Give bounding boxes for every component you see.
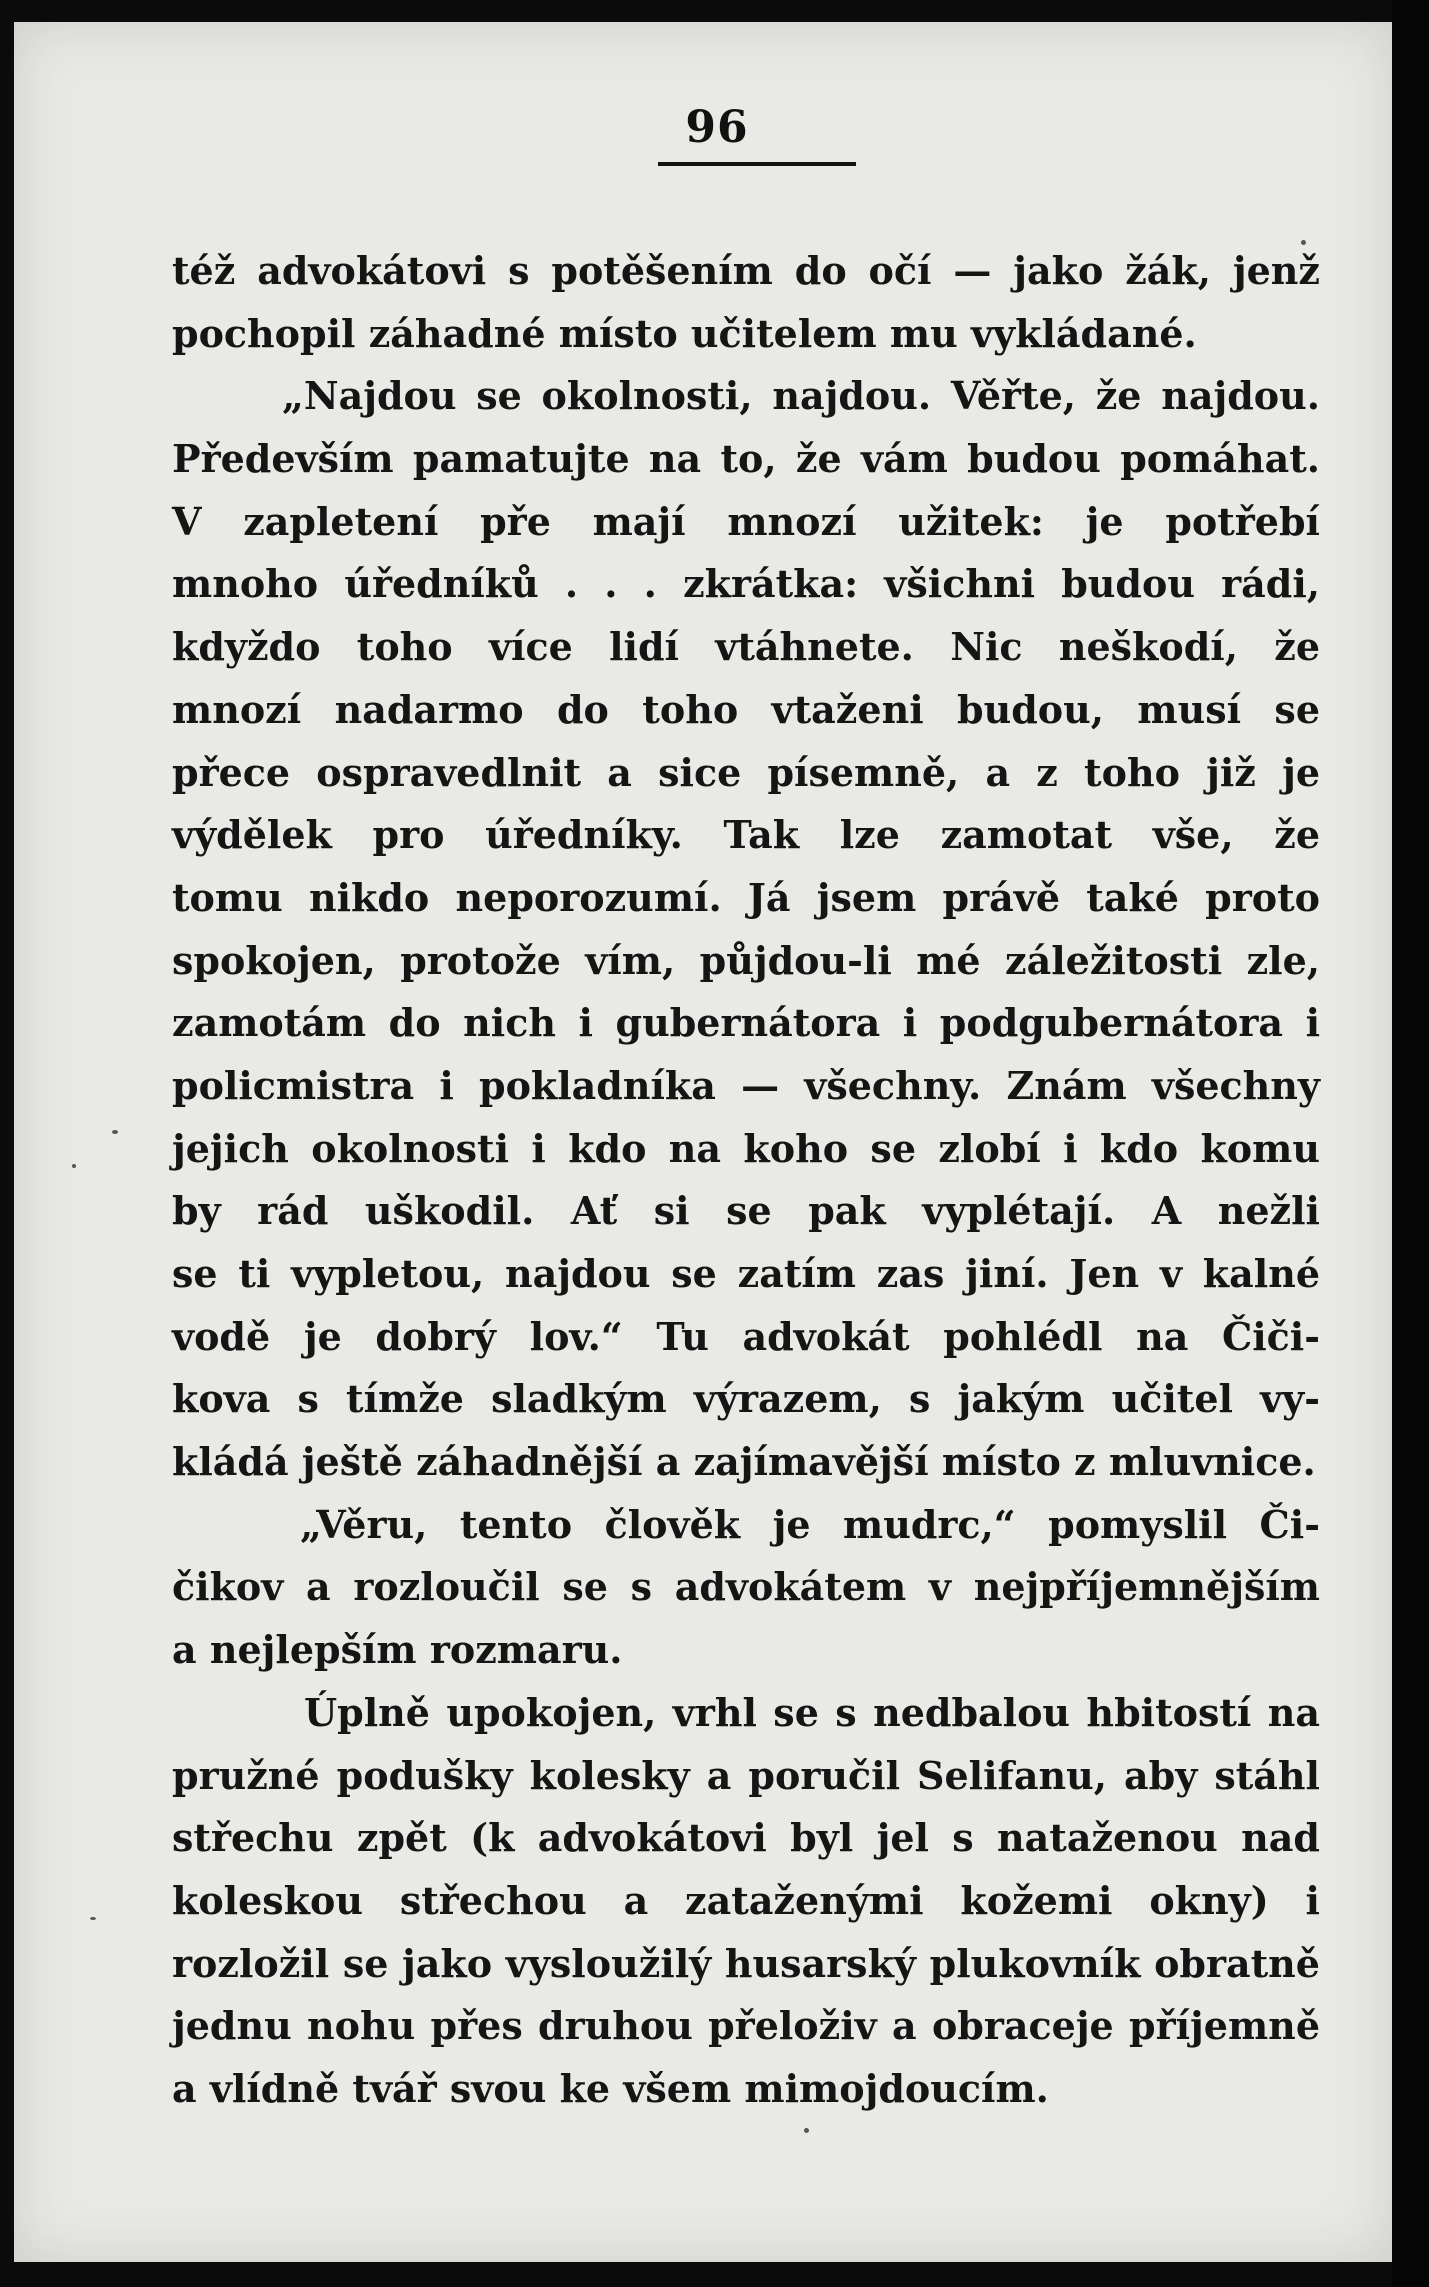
text-line: a vlídně tvář svou ke všem mimojdoucím.	[172, 2065, 1049, 2111]
text-line: kova s tímže sladkým výrazem, s jakým učitel vy-	[172, 1376, 1320, 1422]
text-line: Úplně upokojen, vrhl se s nedbalou hbitostí na	[304, 1689, 1320, 1735]
text-line: rozložil se jako vysloužilý husarský plukovník obratně	[172, 1940, 1320, 1986]
text-line: vodě je dobrý lov.“ Tu advokát pohlédl na Čiči-	[172, 1313, 1320, 1359]
text-line: pružné podušky kolesky a poručil Selifanu, aby stáhl	[172, 1752, 1320, 1798]
text-line: též advokátovi s potěšením do očí — jako žák, jenž	[172, 248, 1320, 293]
text-line: čikov a rozloučil se s advokátem v nejpříjemnějším	[172, 1564, 1320, 1610]
page-number: 96	[685, 102, 749, 153]
page-gutter-shadow	[1392, 0, 1429, 2287]
text-line: spokojen, protože vím, půjdou-li mé záležitosti zle,	[172, 937, 1320, 983]
scan-speck	[1301, 240, 1306, 245]
text-line: Především pamatujte na to, že vám budou pomáhat.	[172, 436, 1320, 482]
text-line: zamotám do nich i gubernátora i podgubernátora i	[172, 1000, 1320, 1046]
text-line: a nejlepším rozmaru.	[172, 1627, 623, 1673]
text-line: jejich okolnosti i kdo na koho se zlobí i kdo komu	[172, 1125, 1320, 1171]
text-line: „Najdou se okolnosti, najdou. Věřte, že najdou.	[282, 373, 1320, 419]
text-line: policmistra i pokladníka — všechny. Znám všechny	[172, 1062, 1320, 1108]
text-line: mnoho úředníků . . . zkrátka: všichni budou rádi,	[172, 561, 1320, 607]
scan-speck	[90, 1917, 96, 1920]
scan-speck	[72, 1164, 76, 1168]
text-line: jednu nohu přes druhou přeloživ a obraceje příjemně	[172, 2003, 1320, 2049]
page-header	[14, 102, 1392, 153]
text-line: přece ospravedlnit a sice písemně, a z toho již je	[172, 749, 1320, 795]
text-line: mnozí nadarmo do toho vtaženi budou, musí se	[172, 686, 1320, 732]
text-line: kládá ještě záhadnější a zajímavější místo z mluvnice.	[172, 1439, 1316, 1485]
text-line: střechu zpět (k advokátovi byl jel s nataženou nad	[172, 1815, 1320, 1861]
text-line: koleskou střechou a zataženými kožemi okny) i	[172, 1877, 1320, 1923]
scan-speck	[112, 1130, 118, 1134]
header-rule	[658, 162, 856, 166]
text-line: V zapletení pře mají mnozí užitek: je potřebí	[172, 498, 1320, 544]
body-text	[172, 240, 1320, 2121]
book-page	[14, 22, 1392, 2262]
text-line: by rád uškodil. Ať si se pak vyplétají. A nežli	[172, 1188, 1320, 1234]
text-line: pochopil záhadné místo učitelem mu vykládané.	[172, 310, 1197, 356]
scan-speck	[804, 2128, 809, 2133]
text-line: kdyždo toho více lidí vtáhnete. Nic neškodí, že	[172, 624, 1320, 670]
text-line: výdělek pro úředníky. Tak lze zamotat vše, že	[172, 812, 1320, 858]
text-line: „Věru, tento člověk je mudrc,“ pomyslil Či-	[300, 1501, 1320, 1547]
text-line: se ti vypletou, najdou se zatím zas jiní. Jen v kalné	[172, 1251, 1320, 1296]
text-line: tomu nikdo neporozumí. Já jsem právě také proto	[172, 874, 1320, 920]
